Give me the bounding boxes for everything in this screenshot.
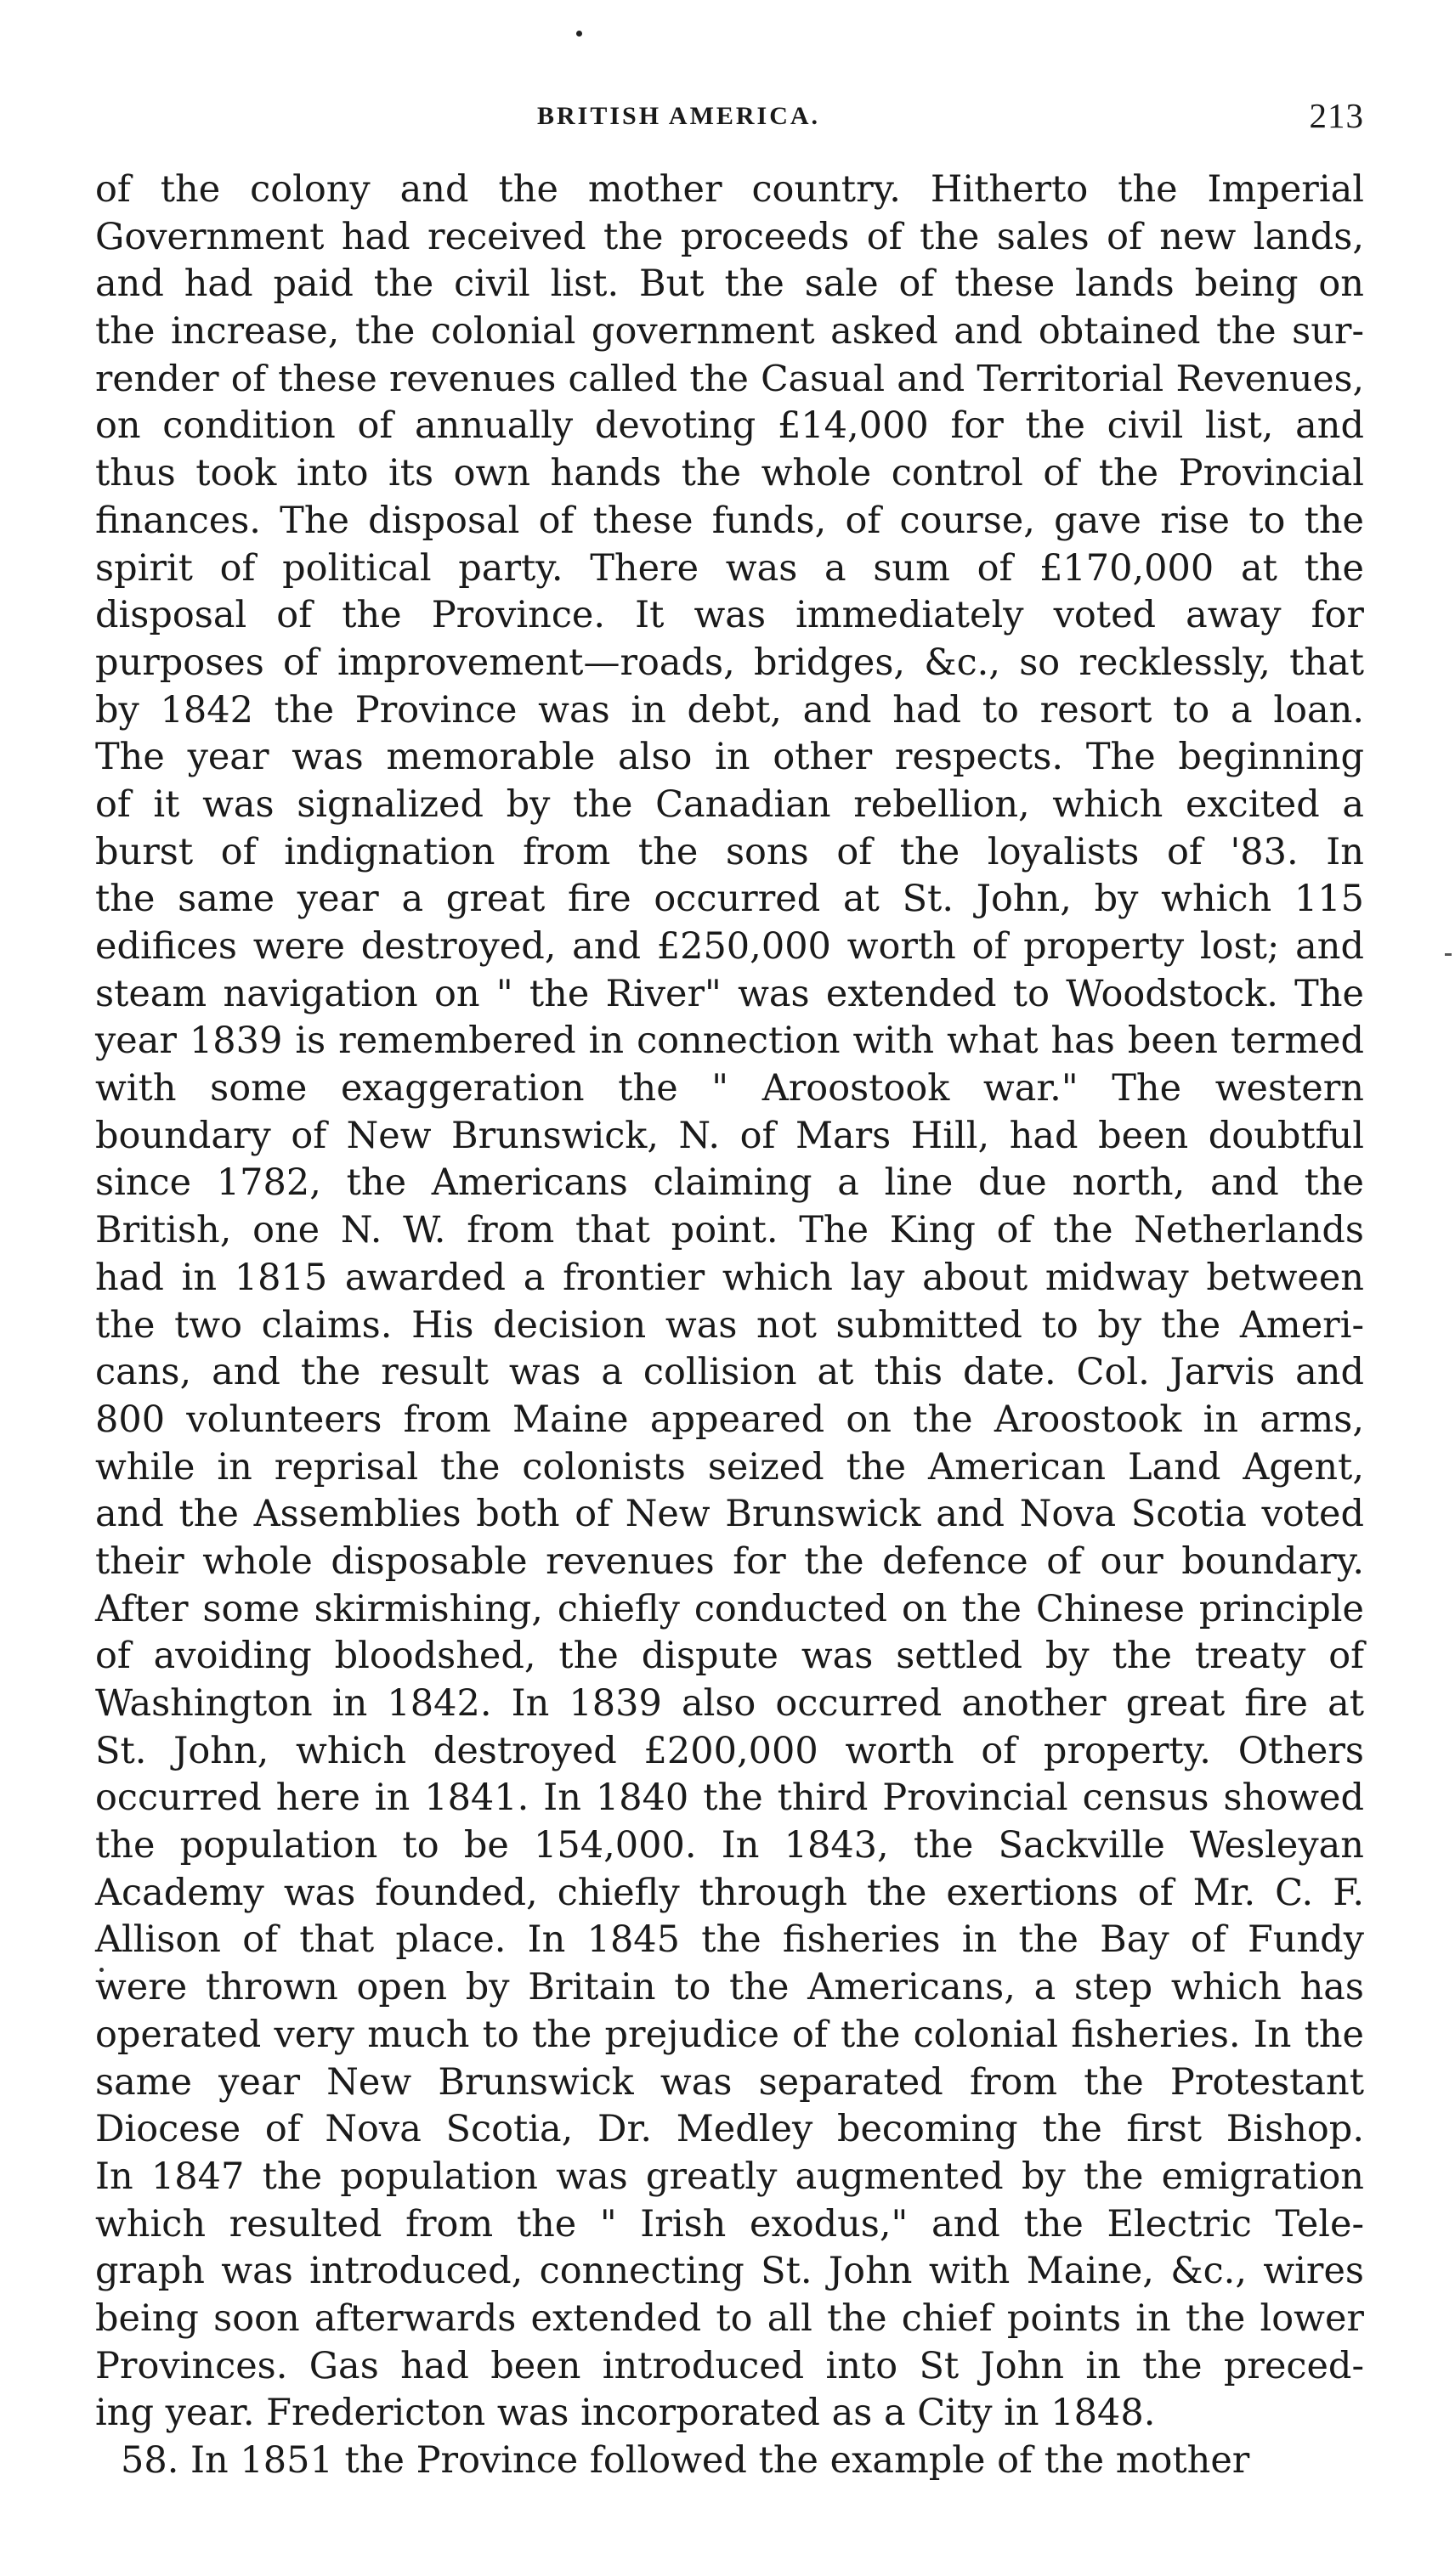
text-line: In 1847 the population was greatly augmented by the emigration bbox=[95, 2155, 1364, 2198]
text-line: Washington in 1842. In 1839 also occurred another great fire at bbox=[95, 1682, 1364, 1725]
text-line: Provinces. Gas had been introduced into St John in the preced- bbox=[95, 2344, 1364, 2387]
text-line: boundary of New Brunswick, N. of Mars Hill, had been doubtful bbox=[95, 1114, 1364, 1157]
text-line: of it was signalized by the Canadian rebellion, which excited a bbox=[95, 782, 1364, 826]
text-line: graph was introduced, connecting St. John with Maine, &c., wires bbox=[95, 2250, 1364, 2293]
text-line: and had paid the civil list. But the sale of these lands being on bbox=[95, 263, 1364, 306]
text-line: ing year. Fredericton was incorporated as a City in 1848. bbox=[95, 2392, 1156, 2435]
text-line: The year was memorable also in other respects. The beginning bbox=[95, 736, 1364, 779]
text-line: steam navigation on " the River" was extended to Woodstock. The bbox=[95, 972, 1364, 1015]
text-line: After some skirmishing, chiefly conducted on the Chinese principle bbox=[95, 1587, 1364, 1630]
text-line: of the colony and the mother country. Hitherto the Imperial bbox=[95, 168, 1364, 211]
text-line: had in 1815 awarded a frontier which lay about midway between bbox=[95, 1256, 1364, 1299]
text-line: since 1782, the Americans claiming a line due north, and the bbox=[95, 1161, 1364, 1205]
text-line: their whole disposable revenues for the defence of our boundary. bbox=[95, 1539, 1364, 1583]
text-line: purposes of improvement—roads, bridges, &c., so recklessly, that bbox=[95, 641, 1364, 684]
text-line: British, one N. W. from that point. The King of the Netherlands bbox=[95, 1209, 1364, 1252]
text-line: the two claims. His decision was not submitted to by the Ameri- bbox=[95, 1303, 1364, 1347]
running-title: BRITISH AMERICA. bbox=[537, 102, 821, 130]
text-line: finances. The disposal of these funds, of course, gave rise to the bbox=[95, 499, 1364, 542]
text-line: Diocese of Nova Scotia, Dr. Medley becoming the first Bishop. bbox=[95, 2108, 1364, 2151]
text-line: were thrown open by Britain to the Americans, a step which has bbox=[95, 1966, 1364, 2009]
text-line: by 1842 the Province was in debt, and had to resort to a loan. bbox=[95, 688, 1364, 732]
text-line: St. John, which destroyed £200,000 worth of property. Others bbox=[95, 1729, 1364, 1772]
text-line: the population to be 154,000. In 1843, the Sackville Wesleyan bbox=[95, 1824, 1364, 1867]
text-line: the same year a great fire occurred at St. John, by which 115 bbox=[95, 878, 1364, 921]
text-line: which resulted from the " Irish exodus," and the Electric Tele- bbox=[95, 2202, 1364, 2246]
text-line: on condition of annually devoting £14,000 for the civil list, and bbox=[95, 404, 1364, 448]
ink-speck bbox=[576, 31, 582, 37]
text-line: operated very much to the prejudice of the colonial fisheries. In the bbox=[95, 2013, 1364, 2056]
ink-speck bbox=[1445, 953, 1452, 956]
text-line: disposal of the Province. It was immediately voted away for bbox=[95, 594, 1364, 637]
text-line: cans, and the result was a collision at this date. Col. Jarvis and bbox=[95, 1351, 1364, 1394]
text-line: the increase, the colonial government asked and obtained the sur- bbox=[95, 310, 1364, 353]
text-line: 800 volunteers from Maine appeared on the Aroostook in arms, bbox=[95, 1398, 1364, 1441]
text-line: thus took into its own hands the whole control of the Provincial bbox=[95, 452, 1364, 495]
text-line: with some exaggeration the " Aroostook war." The western bbox=[95, 1067, 1364, 1110]
text-line: edifices were destroyed, and £250,000 worth of property lost; and bbox=[95, 925, 1364, 968]
text-line: burst of indignation from the sons of the loyalists of '83. In bbox=[95, 830, 1364, 873]
running-header bbox=[95, 95, 1364, 146]
text-line: 58. In 1851 the Province followed the example of the mother bbox=[121, 2439, 1250, 2482]
text-line: year 1839 is remembered in connection with what has been termed bbox=[95, 1020, 1364, 1063]
text-line: Academy was founded, chiefly through the exertions of Mr. C. F. bbox=[95, 1871, 1364, 1914]
text-line: spirit of political party. There was a sum of £170,000 at the bbox=[95, 546, 1364, 590]
text-line: Allison of that place. In 1845 the fisheries in the Bay of Fundy bbox=[95, 1918, 1364, 1962]
text-line: render of these revenues called the Casual and Territorial Revenues, bbox=[95, 358, 1364, 400]
text-line: occurred here in 1841. In 1840 the third Provincial census showed bbox=[95, 1777, 1364, 1820]
text-line: and the Assemblies both of New Brunswick and Nova Scotia voted bbox=[95, 1493, 1364, 1536]
page-number: 213 bbox=[1309, 96, 1364, 135]
body-text bbox=[95, 167, 1364, 2485]
text-line: of avoiding bloodshed, the dispute was settled by the treaty of bbox=[95, 1635, 1364, 1678]
text-line: Government had received the proceeds of the sales of new lands, bbox=[95, 215, 1364, 258]
text-line: same year New Brunswick was separated from the Protestant bbox=[95, 2060, 1364, 2104]
text-line: being soon afterwards extended to all the chief points in the lower bbox=[95, 2296, 1364, 2340]
text-line: while in reprisal the colonists seized the American Land Agent, bbox=[95, 1445, 1364, 1489]
